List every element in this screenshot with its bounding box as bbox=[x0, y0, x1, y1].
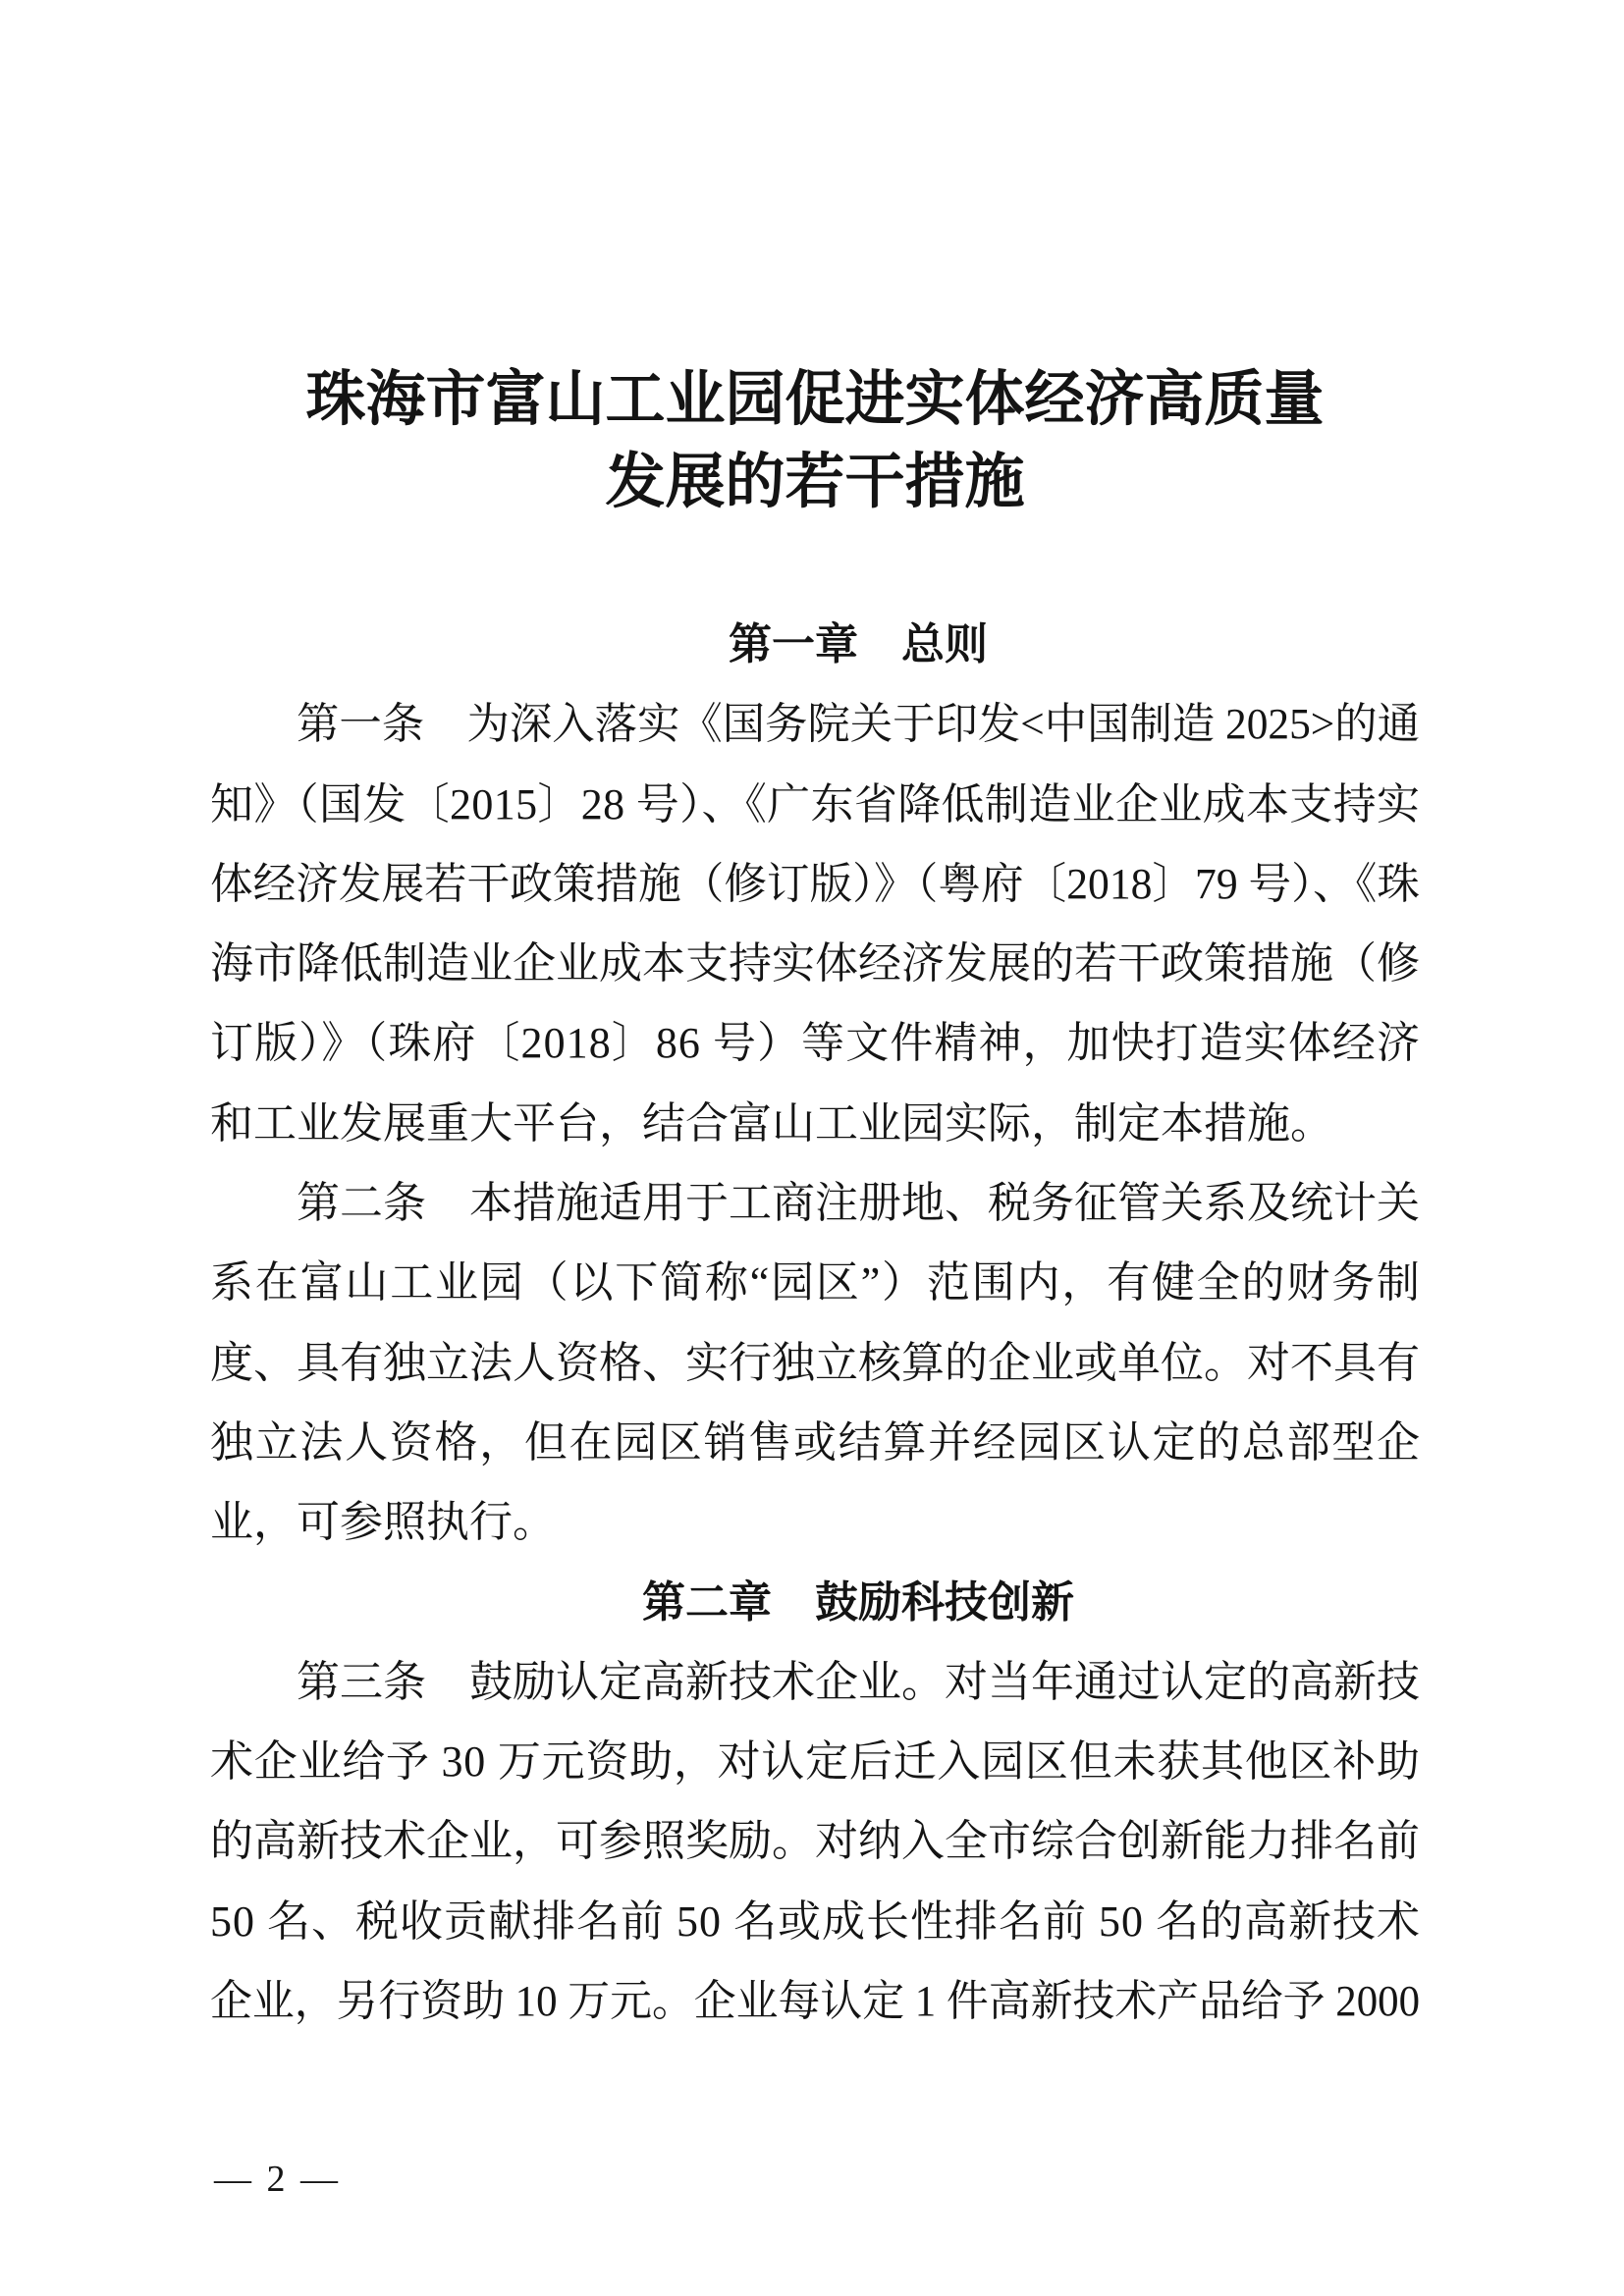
article-2-line-3: 度、具有独立法人资格、实行独立核算的企业或单位。对不具有 bbox=[210, 1338, 1420, 1387]
article-3 bbox=[210, 1642, 1420, 2041]
page-number: — 2 — bbox=[214, 2159, 338, 2200]
article-3-line-2: 术企业给予 30 万元资助，对认定后迁入园区但未获其他区补助 bbox=[210, 1737, 1421, 1787]
article-3-line-4: 50 名、税收贡献排名前 50 名或成长性排名前 50 名的高新技术 bbox=[210, 1896, 1421, 1946]
article-2-line-4: 独立法人资格，但在园区销售或结算并经园区认定的总部型企 bbox=[210, 1417, 1422, 1467]
document-title-line-2: 发展的若干措施 bbox=[605, 450, 1025, 515]
article-2-line-1: 第二条 本措施适用于工商注册地、税务征管关系及统计关 bbox=[297, 1179, 1420, 1228]
article-2 bbox=[210, 1163, 1420, 1562]
document-body bbox=[210, 605, 1420, 2041]
document-title-line-1: 珠海市富山工业园促进实体经济高质量 bbox=[305, 367, 1325, 433]
chapter-2-heading: 第二章 鼓励科技创新 bbox=[642, 1577, 1074, 1627]
article-1-line-1: 第一条 为深入落实《国务院关于印发<中国制造 2025>的通 bbox=[297, 700, 1420, 749]
article-3-line-3: 的高新技术企业，可参照奖励。对纳入全市综合创新能力排名前 bbox=[210, 1817, 1420, 1866]
article-1 bbox=[210, 684, 1420, 1163]
chapter-1-heading: 第一章 总则 bbox=[729, 620, 988, 668]
article-1-line-4: 海市降低制造业企业成本支持实体经济发展的若干政策措施（修 bbox=[210, 939, 1420, 988]
article-2-line-5: 业，可参照执行。 bbox=[210, 1498, 556, 1547]
article-1-line-2: 知》（国发〔2015〕28 号）、《广东省降低制造业企业成本支持实 bbox=[210, 779, 1421, 828]
article-3-line-5: 企业，另行资助 10 万元。企业每认定 1 件高新技术产品给予 2000 bbox=[210, 1977, 1420, 2026]
article-3-line-1: 第三条 鼓励认定高新技术企业。对当年通过认定的高新技 bbox=[297, 1657, 1420, 1706]
article-1-line-6: 和工业发展重大平台，结合富山工业园实际，制定本措施。 bbox=[210, 1098, 1333, 1148]
article-2-line-2: 系在富山工业园（以下简称“园区”）范围内，有健全的财务制 bbox=[210, 1258, 1422, 1308]
document-title bbox=[210, 359, 1420, 524]
article-1-line-5: 订版）》（珠府〔2018〕86 号）等文件精神，加快打造实体经济 bbox=[210, 1019, 1422, 1068]
article-1-line-3: 体经济发展若干政策措施（修订版）》（粤府〔2018〕79 号）、《珠 bbox=[210, 859, 1420, 908]
